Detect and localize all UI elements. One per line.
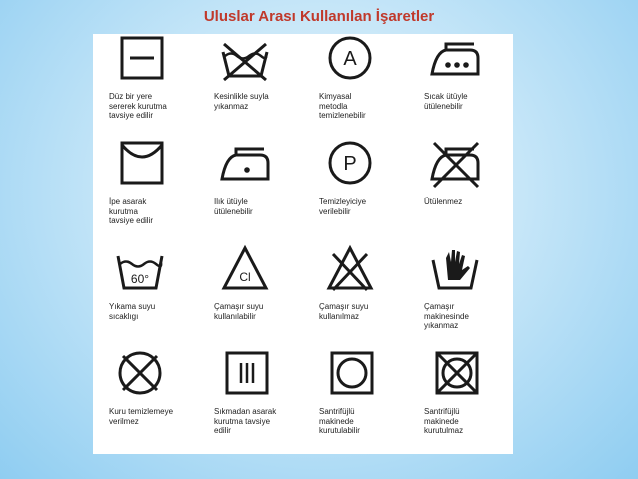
circle-a-icon [319, 34, 381, 86]
symbol-cell [303, 349, 408, 454]
glyph-text: 60° [130, 272, 150, 286]
symbol-cell [408, 139, 513, 244]
symbol-label: Kesinlikle suyla yıkanmaz [214, 92, 269, 111]
symbol-cell [198, 139, 303, 244]
iron-three-dots-icon [424, 34, 486, 86]
square-three-lines-icon [214, 349, 276, 401]
symbol-cell [198, 34, 303, 139]
glyph-text: Cl [239, 270, 251, 284]
square-with-horizontal-line-icon [109, 34, 171, 86]
symbol-cell [408, 244, 513, 349]
symbol-cell [198, 244, 303, 349]
crossed-wash-tub-icon [214, 34, 276, 86]
slide-title: Uluslar Arası Kullanılan İşaretler [203, 8, 435, 25]
symbol-cell [93, 349, 198, 454]
symbol-cell [93, 139, 198, 244]
symbol-label: Kuru temizlemeye verilmez [109, 407, 174, 426]
crossed-square-circle-icon [424, 349, 486, 401]
symbol-label: Sıkmadan asarak kurutma tavsiye edilir [214, 407, 277, 435]
symbol-label: Ütülenmez [424, 197, 463, 206]
triangle-cl-icon [214, 244, 276, 296]
crossed-circle-icon [109, 349, 171, 401]
symbol-label: İpe asarak kurutma tavsiye edilir [109, 197, 154, 225]
symbol-label: Çamaşır suyu kullanılmaz [319, 302, 369, 321]
symbol-cell [93, 34, 198, 139]
hand-wash-tub-icon [424, 244, 486, 296]
symbol-label: Düz bir yere sererek kurutma tavsiye edilir [109, 92, 167, 120]
symbol-label: Yıkama suyu sıcaklıgı [109, 302, 156, 321]
symbol-label: Santrifüjlü makinede kurutulmaz [424, 407, 464, 435]
iron-one-dot-icon [214, 139, 276, 191]
symbol-label: Santrifüjlü makinede kurutulabilir [319, 407, 360, 435]
square-circle-icon [319, 349, 381, 401]
symbol-cell [198, 349, 303, 454]
symbol-label: Çamaşır makinesinde yıkanmaz [424, 302, 469, 330]
square-envelope-icon [109, 139, 171, 191]
glyph-text: A [343, 48, 357, 70]
symbol-label: Temizleyiciye verilebilir [319, 197, 367, 216]
glyph-text: P [343, 153, 357, 175]
symbol-label: Sıcak ütüyle ütülenebilir [424, 92, 468, 111]
crossed-iron-icon [424, 139, 486, 191]
symbol-cell [408, 34, 513, 139]
circle-p-icon [319, 139, 381, 191]
symbol-cell [303, 34, 408, 139]
wash-tub-60-icon [109, 244, 171, 296]
symbol-label: Ilık ütüyle ütülenebilir [214, 197, 253, 216]
symbol-cell [303, 244, 408, 349]
crossed-triangle-icon [319, 244, 381, 296]
symbol-label: Çamaşır suyu kullanılabilir [214, 302, 264, 321]
symbol-cell [408, 349, 513, 454]
symbol-cell [93, 244, 198, 349]
symbols-panel [93, 34, 513, 454]
symbol-cell [303, 139, 408, 244]
symbol-label: Kimyasal metodla temizlenebilir [319, 92, 366, 120]
